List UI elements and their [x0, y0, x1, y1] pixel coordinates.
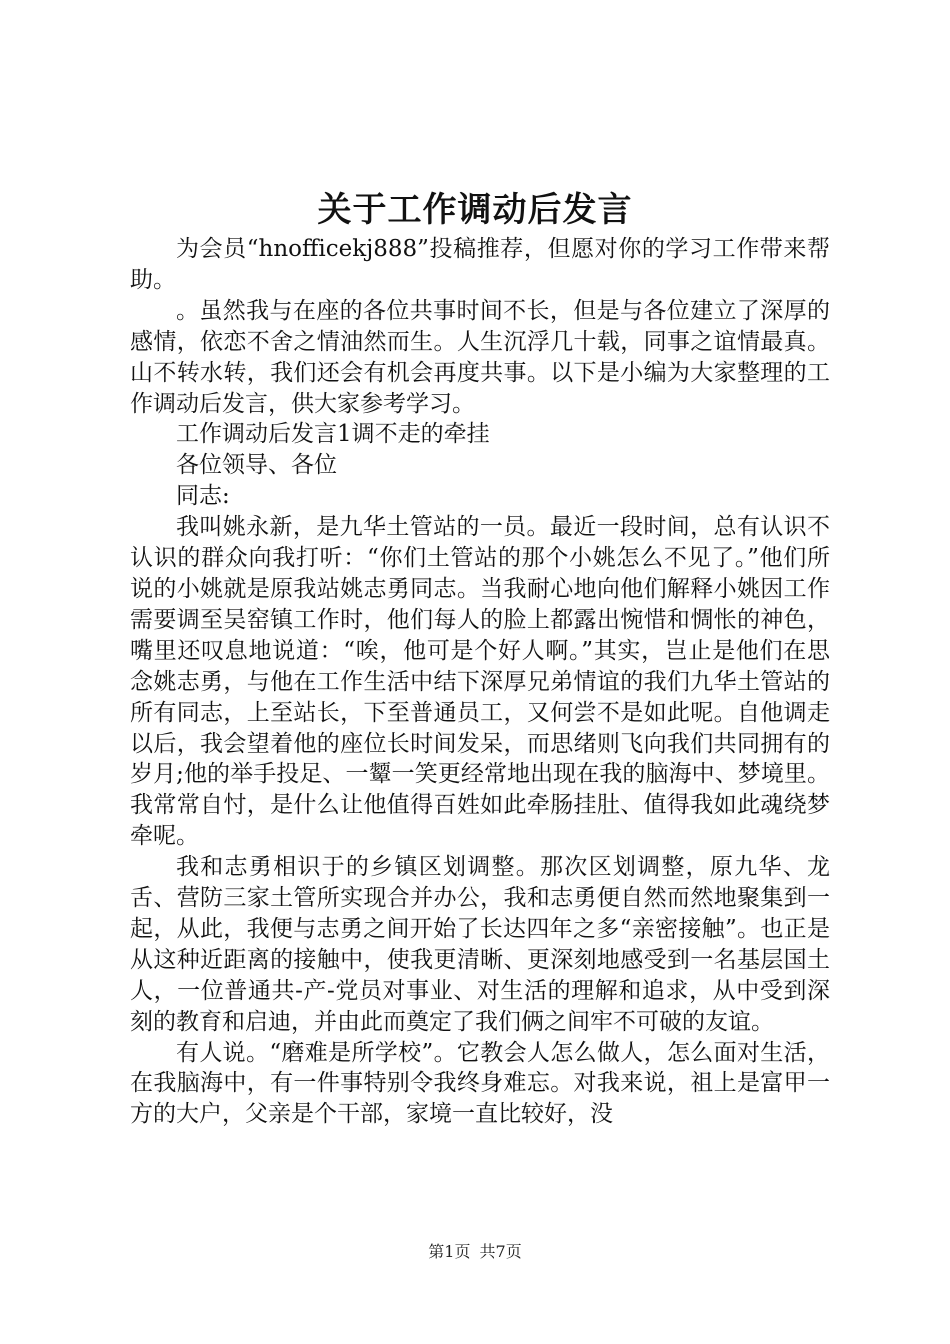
paragraph: 我叫姚永新，是九华土管站的一员。最近一段时间，总有认识不认识的群众向我打听：“你们土管站的那个小姚怎么不见了。”他们所说的小姚就是原我站姚志勇同志。当我耐心地向他们解释小姚因工作需要调至吴窑镇工作时，他们每人的脸上都露出惋惜和惆怅的神色，嘴里还叹息地说道：“唉，他可是个好人啊。”其实，岂止是他们在思念姚志勇，与他在工作生活中结下深厚兄弟情谊的我们九华土管站的所有同志，上至站长，下至普通员工，又何尝不是如此呢。自他调走以后，我会望着他的座位长时间发呆，而思绪则飞向我们共同拥有的岁月;他的举手投足、一颦一笑更经常地出现在我的脑海中、梦境里。我常常自忖，是什么让他值得百姓如此牵肠挂肚、值得我如此魂绕梦牵呢。 [130, 514, 830, 850]
paragraph: 有人说。“磨难是所学校”。它教会人怎么做人，怎么面对生活，在我脑海中，有一件事特别令我终身难忘。对我来说，祖上是富甲一方的大户，父亲是个干部，家境一直比较好，没 [130, 1039, 830, 1128]
paragraph: 。虽然我与在座的各位共事时间不长，但是与各位建立了深厚的感情，依恋不舍之情油然而生。人生沉浮几十载，同事之谊情最真。山不转水转，我们还会有机会再度共事。以下是小编为大家整理的工作调动后发言，供大家参考学习。 [130, 297, 830, 417]
paragraph: 为会员“hnofficekj888”投稿推荐，但愿对你的学习工作带来帮助。 [130, 236, 830, 293]
page-footer [0, 1240, 950, 1264]
page-total: 共7页 [479, 1242, 522, 1261]
page-number: 第1页 [428, 1242, 471, 1261]
document-body [130, 234, 830, 1130]
paragraph: 我和志勇相识于的乡镇区划调整。那次区划调整，原九华、龙舌、营防三家土管所实现合并办公，我和志勇便自然而然地聚集到一起，从此，我便与志勇之间开始了长达四年之多“亲密接触”。也正是从这种近距离的接触中，使我更清晰、更深刻地感受到一名基层国土人，一位普通共-产-党员对事业、对生活的理解和追求，从中受到深刻的教育和启迪，并由此而奠定了我们俩之间牢不可破的友谊。 [130, 854, 830, 1035]
paragraph: 各位领导、各位 [176, 452, 337, 479]
paragraph: 工作调动后发言1调不走的牵挂 [176, 421, 490, 448]
paragraph: 同志: [176, 483, 230, 510]
document-title: 关于工作调动后发言 [317, 190, 633, 230]
